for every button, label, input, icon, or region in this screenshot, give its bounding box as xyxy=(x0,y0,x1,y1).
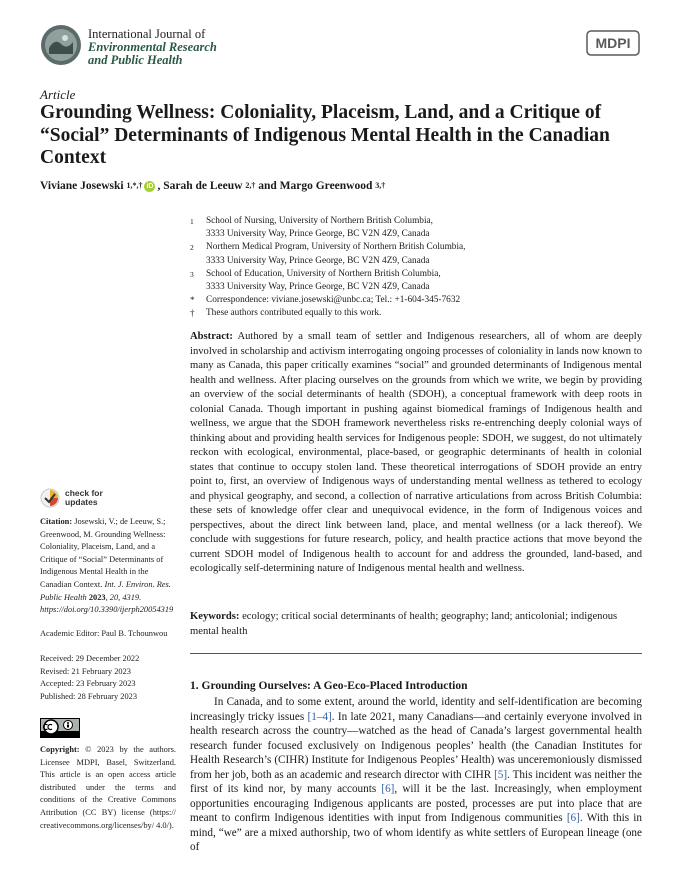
affiliation-item xyxy=(190,241,640,267)
author-name: Margo Greenwood xyxy=(279,180,373,192)
correspondence xyxy=(190,294,640,307)
reference-link[interactable]: [1–4] xyxy=(307,710,332,723)
author-name: Viviane Josewski xyxy=(40,180,124,192)
cc-by-license-icon[interactable] xyxy=(40,718,80,738)
article-title: Grounding Wellness: Coloniality, Placeism, Land, and a Critique of “Social” Determinants of Indigenous Mental Health in the Canadian Context xyxy=(40,102,610,168)
received-date: Received: 29 December 2022 xyxy=(40,654,140,663)
affiliation-line: School of Education, University of Northern British Columbia, xyxy=(206,268,441,279)
copyright-label: Copyright: xyxy=(40,745,80,754)
copyright-notice xyxy=(40,744,176,832)
section-paragraph xyxy=(190,695,642,855)
paragraph-text: . In late 2021, many Canadians—and certainly everyone involved in health research across the country—watched as the head of Canada’s largest governmental health research funder focused exclusively on Indigenous peoples’ health (the Canadian Institutes for Health Research’s (CIHR) Institute for Indigenous Peoples’ Health) was unceremoniously dismissed from her job, both as an academic and research director with CIHR xyxy=(190,710,643,781)
affiliation-line: 3333 University Way, Prince George, BC V2N 4Z9, Canada xyxy=(206,255,430,266)
published-date: Published: 28 February 2023 xyxy=(40,691,138,701)
affiliations xyxy=(190,215,640,321)
note-line: These authors contributed equally to this work. xyxy=(206,308,382,319)
copyright-text: © 2023 by the authors. Licensee MDPI, Basel, Switzerland. This article is an open access article distributed under the terms and conditions of the Creative Commons Attribution (CC BY) license (https:// creativecommons.org/licenses/by/ 4.0/). xyxy=(40,745,176,830)
citation-authors: Josewski, V.; de Leeuw, S.; Greenwood, M. Grounding Wellness: Coloniality, Placeism, Land, and a Critique of “Social” Determinants of Indigenous Mental Health in the Canadian Context. xyxy=(40,517,166,589)
affiliation-line: Northern Medical Program, University of Northern British Columbia, xyxy=(206,242,466,253)
journal-name xyxy=(88,28,217,67)
paragraph-text: . This incident was neither the first of its kind nor, by many accounts xyxy=(190,768,642,795)
keywords-label: Keywords: xyxy=(190,611,240,622)
article-type: Article xyxy=(40,87,76,102)
citation-label: Citation: xyxy=(40,517,73,526)
affiliation-item xyxy=(190,215,640,241)
section-heading: 1. Grounding Ourselves: A Geo-Eco-Placed Introduction xyxy=(190,680,468,692)
affiliation-item xyxy=(190,268,640,294)
orcid-icon[interactable]: iD xyxy=(146,182,154,190)
citation-journal: Int. J. Environ. Res. Public Health xyxy=(40,579,171,602)
academic-editor: Academic Editor: Paul B. Tchounwou xyxy=(40,629,168,638)
affiliation-mark: † xyxy=(190,308,195,319)
affiliation-line: 3333 University Way, Prince George, BC V2N 4Z9, Canada xyxy=(206,282,430,293)
journal-logo-icon xyxy=(40,24,82,66)
author-separator: and xyxy=(258,180,277,192)
citation-year: 2023 xyxy=(88,592,106,602)
author-list: Viviane Josewski 1,*,† iD , Sarah de Leeuw 2,† and Margo Greenwood 3,† xyxy=(40,180,386,192)
publisher-name: MDPI xyxy=(595,35,631,51)
mdpi-logo xyxy=(586,30,640,56)
abstract-label: Abstract: xyxy=(190,331,233,342)
citation-volume[interactable]: , 20, 4319. https://doi.org/10.3390/ijerph20054319 xyxy=(40,592,174,615)
check-updates-icon xyxy=(40,488,60,508)
affiliation-mark: 1 xyxy=(190,217,194,226)
reference-link[interactable]: [6] xyxy=(381,783,395,795)
author-name: Sarah de Leeuw xyxy=(163,180,243,192)
correspondence-line[interactable]: Correspondence: viviane.josewski@unbc.ca; Tel.: +1-604-345-7632 xyxy=(206,295,461,306)
affiliation-line: 3333 University Way, Prince George, BC V2N 4Z9, Canada xyxy=(206,229,430,240)
citation xyxy=(40,516,176,617)
journal-line3: and Public Health xyxy=(88,53,183,67)
reference-link[interactable]: [6] xyxy=(566,812,580,824)
equal-contribution-note xyxy=(190,307,640,320)
paragraph-text: , will it be the last. Increasingly, when employment opportunities encouraging Indigenous applicants are posted, processes are put into place that are meant to confirm Indigenous identities with input from Indigenous communities xyxy=(190,783,643,824)
abstract xyxy=(190,330,642,577)
publication-dates xyxy=(40,653,176,703)
journal-line2: Environmental Research xyxy=(88,40,217,54)
keywords xyxy=(190,610,642,639)
check-for-updates-button[interactable] xyxy=(40,488,103,508)
check-updates-line2: updates xyxy=(65,497,98,507)
keywords-text: ecology; critical social determinants of health; geography; land; anticolonial; indigenous mental health xyxy=(190,611,618,637)
check-updates-line1: check for xyxy=(65,488,103,498)
paragraph-text: In Canada, and to some extent, around the world, identity and self-identification are becoming increasingly tricky issues xyxy=(190,696,642,723)
reference-link[interactable]: [5] xyxy=(494,768,508,781)
affiliation-line: School of Nursing, University of Northern British Columbia, xyxy=(206,216,433,226)
affiliation-mark: 2 xyxy=(190,243,194,253)
revised-date: Revised: 21 February 2023 xyxy=(40,666,131,676)
journal-line1: International Journal of xyxy=(88,27,206,41)
abstract-text: Authored by a small team of settler and Indigenous researchers, all of whom are deeply involved in scholarship and activism interrogating ongoing processes of coloniality in lands now known to many as Canada, this paper critically examines “social” and grounded determinants of Indigenous mental health and wellness. After placing ourselves on the grounds from which we write, we begin by providing an overview of the social determinants of health (SDOH), a conceptual framework with deep roots in colonial Canada. Though important in pushing against biomedical framings of Indigenous health and wellness, we argue that the SDOH framework nevertheless risks re-entrenching deeply colonial ways of thinking about and providing health services for Indigenous people: SDOH, we suggest, do not ultimately reckon with ecological, environmental, place-based, or geographic determinants of health in colonial states that continue to occupy stolen land. These theoretical interrogations of SDOH provide an entry point to, first, an overview of Indigenous ways of understanding mental wellness as tethered to ecology and physical geography, and second, a collection of narrative articulations from across British Columbia: these sets of knowledge offer clear and unequivocal evidence, in the form of Indigenous voices and perspectives, about the direct link between land, place, and mental wellness (or a lack thereof). We conclude with suggestions for future research, policy, and health practice actions that move beyond the current SDOH model of Indigenous health to account for and address the grounded, land-based, and ecologically self-determining nature of Indigenous mental health and wellness. xyxy=(190,331,642,574)
affiliation-mark: * xyxy=(190,295,195,306)
affiliation-mark: 3 xyxy=(190,269,194,279)
divider xyxy=(190,653,642,654)
author-separator: , xyxy=(157,180,161,192)
accepted-date: Accepted: 23 February 2023 xyxy=(40,679,136,689)
paragraph-text: . With this in mind, “we” are a mixed authorship, two of whom identify as white settlers of European lineage (one of xyxy=(190,812,643,853)
